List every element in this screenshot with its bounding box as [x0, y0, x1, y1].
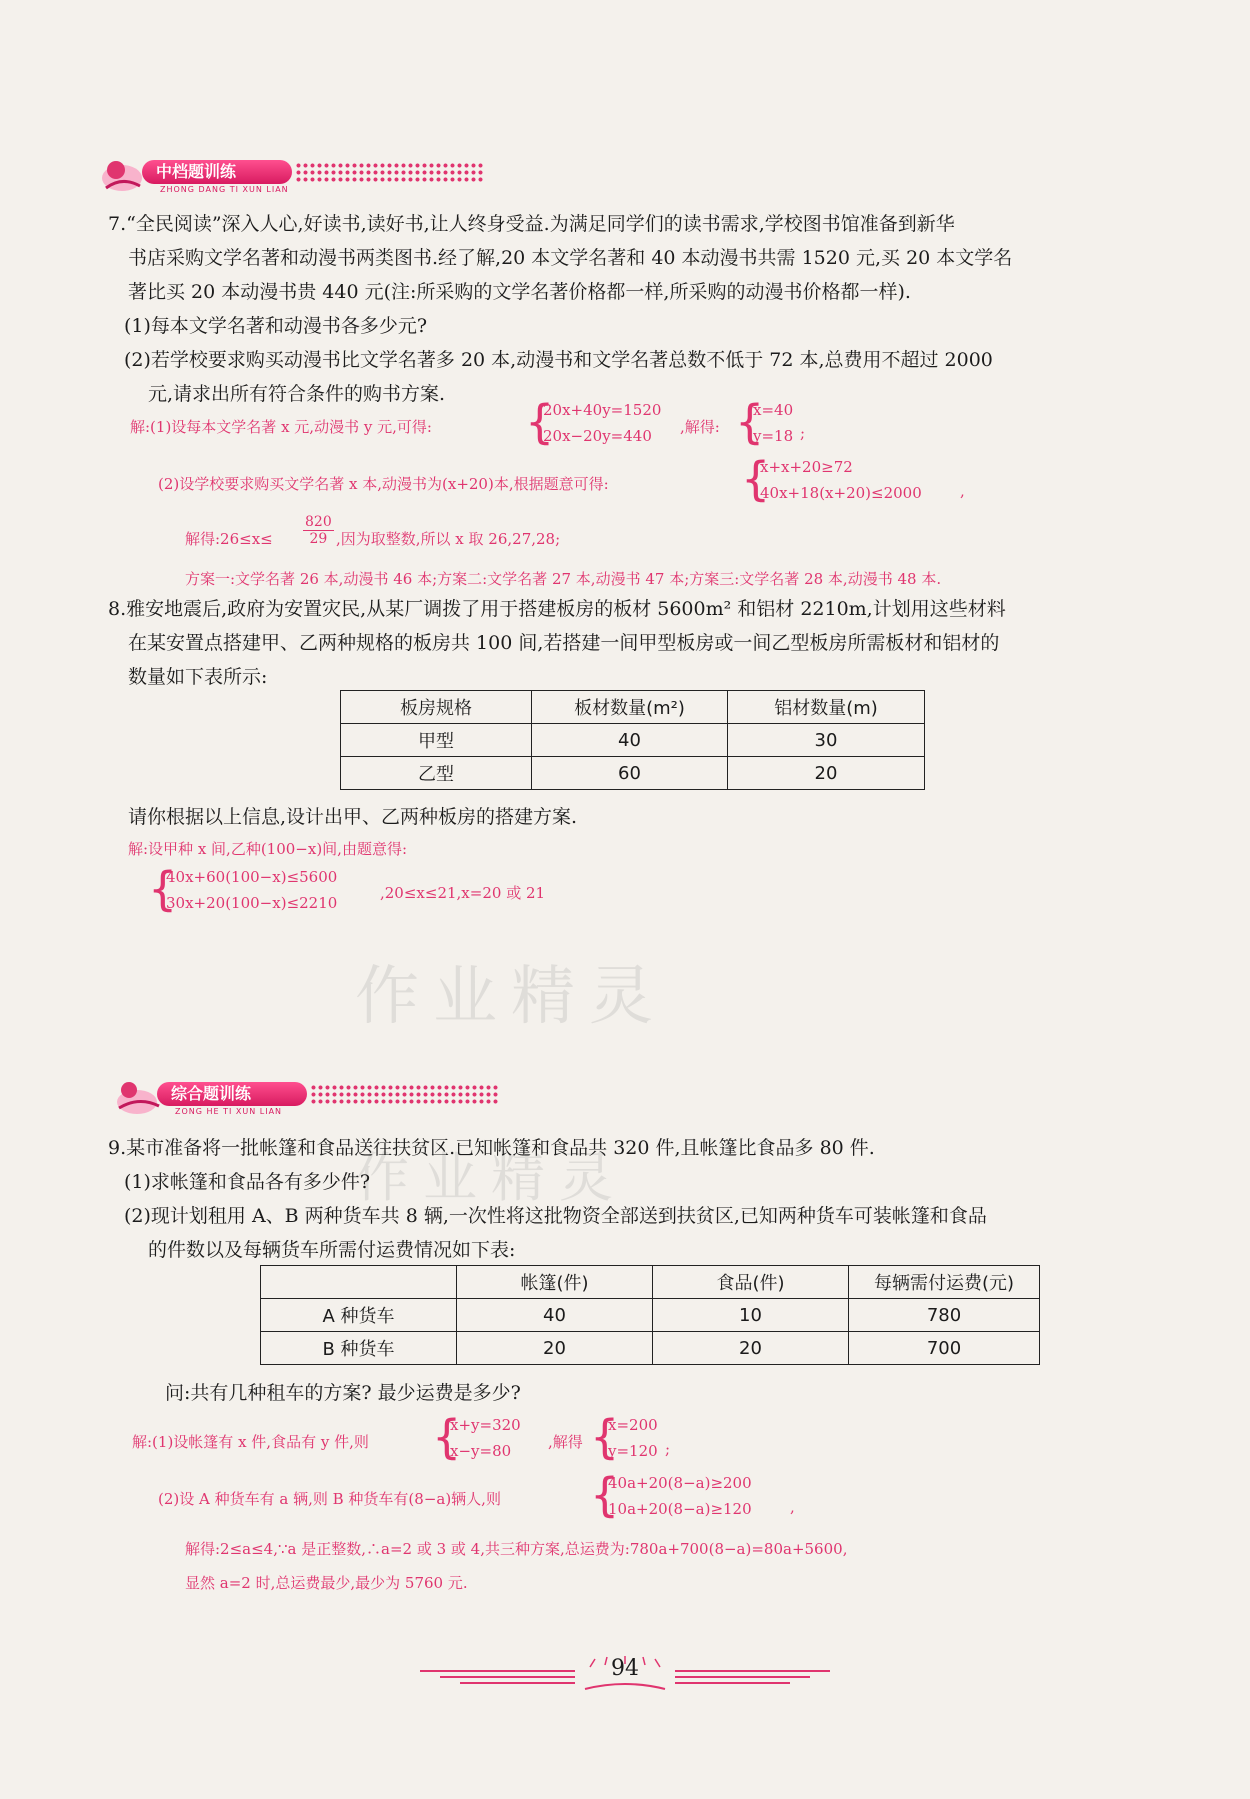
table-cell: 40: [532, 724, 728, 757]
table-cell: 40: [457, 1299, 653, 1332]
q7-answer1-eq2: 20x−20y=440: [543, 427, 652, 445]
q9-answer1-eq1: x+y=320: [450, 1416, 521, 1434]
q8-answer-eq2: 30x+20(100−x)≤2210: [166, 894, 338, 912]
q7-answer1-mid: ,解得:: [680, 418, 720, 436]
watermark: 作业精灵: [355, 1146, 627, 1209]
q9-table: [260, 1265, 1040, 1365]
banner-subtitle: ZONG HE TI XUN LIAN: [175, 1107, 283, 1116]
q7-answer4: 方案一:文学名著 26 本,动漫书 46 本;方案二:文学名著 27 本,动漫书 47 本;方案三:文学名著 28 本,动漫书 48 本.: [185, 570, 942, 588]
q7-answer2-eq2: 40x+18(x+20)≤2000: [760, 484, 922, 502]
q7-line2: 书店采购文学名著和动漫书两类图书.经了解,20 本文学名著和 40 本动漫书共需 1520 元,买 20 本文学名: [128, 247, 1013, 269]
banner-subtitle: ZHONG DANG TI XUN LIAN: [160, 185, 289, 194]
table-header-cell: 帐篷(件): [457, 1266, 653, 1299]
q9-answer1-result-brace: {: [590, 1410, 620, 1464]
table-row: [261, 1332, 1040, 1365]
q8-table: [340, 690, 925, 790]
q9-answer1-mid: ,解得: [548, 1433, 583, 1451]
banner-title: 综合题训练: [157, 1082, 307, 1106]
fraction-numerator: 820: [305, 514, 332, 530]
section-banner-mid: [100, 150, 500, 200]
table-header-row: [261, 1266, 1040, 1299]
q7-answer2-brace: {: [741, 452, 771, 506]
table-row: [341, 757, 925, 790]
q9-answer2-end: ,: [790, 1498, 795, 1516]
q8-line1: 8.雅安地震后,政府为安置灾民,从某厂调拨了用于搭建板房的板材 5600m² 和铝材 2210m,计划用这些材料: [108, 598, 1006, 620]
q9-answer2-eq2: 10a+20(8−a)≥120: [608, 1500, 752, 1518]
table-header-cell: 铝材数量(m): [728, 691, 925, 724]
q7-answer3-post: ,因为取整数,所以 x 取 26,27,28;: [336, 530, 561, 548]
table-cell: 甲型: [341, 724, 532, 757]
q9-part1: (1)求帐篷和食品各有多少件?: [124, 1171, 371, 1193]
q7-answer2-end: ,: [960, 482, 965, 500]
q9-answer4: 显然 a=2 时,总运费最少,最少为 5760 元.: [185, 1574, 468, 1592]
q9-answer1-brace: {: [432, 1410, 462, 1464]
q8-ask: 请你根据以上信息,设计出甲、乙两种板房的搭建方案.: [128, 806, 578, 828]
table-row: [261, 1299, 1040, 1332]
table-cell: B 种货车: [261, 1332, 457, 1365]
q7-answer2-eq1: x+x+20≥72: [760, 458, 853, 476]
q9-answer1-prefix: 解:(1)设帐篷有 x 件,食品有 y 件,则: [132, 1433, 369, 1451]
q7-part1: (1)每本文学名著和动漫书各多少元?: [124, 315, 428, 337]
q9-answer2-brace: {: [590, 1468, 620, 1522]
section-banner-comprehensive: [115, 1072, 515, 1122]
table-cell: A 种货车: [261, 1299, 457, 1332]
q9-answer2-prefix: (2)设 A 种货车有 a 辆,则 B 种货车有(8−a)辆人,则: [158, 1490, 501, 1508]
q9-part2a: (2)现计划租用 A、B 两种货车共 8 辆,一次性将这批物资全部送到扶贫区,已知两种货车可装帐篷和食品: [124, 1205, 987, 1227]
q7-line1: 7.“全民阅读”深入人心,好读书,读好书,让人终身受益.为满足同学们的读书需求,学校图书馆准备到新华: [108, 213, 955, 235]
q7-part2b: 元,请求出所有符合条件的购书方案.: [148, 383, 446, 405]
q9-answer1-res2: y=120: [608, 1442, 658, 1460]
q7-answer2-prefix: (2)设学校要求购买文学名著 x 本,动漫书为(x+20)本,根据题意可得:: [158, 475, 609, 493]
banner-dots: [310, 1084, 500, 1106]
table-header-cell: 板房规格: [341, 691, 532, 724]
watermark: 作业精灵: [355, 960, 667, 1034]
q7-answer3-prefix: 解得:26≤x≤: [185, 530, 273, 548]
q9-line1: 9.某市准备将一批帐篷和食品送往扶贫区.已知帐篷和食品共 320 件,且帐篷比食品多 80 件.: [108, 1137, 875, 1159]
q7-answer1-result-brace: {: [735, 395, 765, 449]
q8-answer-brace: {: [148, 862, 178, 916]
table-row: [341, 724, 925, 757]
table-cell: 20: [653, 1332, 849, 1365]
table-header-cell: 食品(件): [653, 1266, 849, 1299]
table-cell: 20: [457, 1332, 653, 1365]
q9-ask: 问:共有几种租车的方案? 最少运费是多少?: [165, 1382, 521, 1404]
q7-answer1-eq1: 20x+40y=1520: [543, 401, 662, 419]
fraction-denominator: 29: [309, 531, 328, 547]
q7-answer1-brace: {: [525, 395, 555, 449]
q8-answer-eq1: 40x+60(100−x)≤5600: [166, 868, 338, 886]
q8-line2: 在某安置点搭建甲、乙两种规格的板房共 100 间,若搭建一间甲型板房或一间乙型板房所需板材和铝材的: [128, 632, 1000, 654]
q8-answer1: 解:设甲种 x 间,乙种(100−x)间,由题意得:: [128, 840, 408, 858]
table-cell: 30: [728, 724, 925, 757]
table-header-cell: [261, 1266, 457, 1299]
q9-answer3: 解得:2≤a≤4,∵a 是正整数,∴a=2 或 3 或 4,共三种方案,总运费为:780a+700(8−a)=80a+5600,: [185, 1540, 848, 1558]
q8-line3: 数量如下表所示:: [128, 666, 268, 688]
q7-answer3-fraction: [303, 514, 334, 547]
table-cell: 60: [532, 757, 728, 790]
q7-answer1-end: ;: [800, 424, 806, 442]
table-cell: 780: [849, 1299, 1040, 1332]
q9-part2b: 的件数以及每辆货车所需付运费情况如下表:: [148, 1239, 516, 1261]
q7-answer1-res2: y=18: [753, 427, 794, 445]
table-cell: 乙型: [341, 757, 532, 790]
q7-answer1-res1: x=40: [753, 401, 794, 419]
table-cell: 700: [849, 1332, 1040, 1365]
q7-answer1-prefix: 解:(1)设每本文学名著 x 元,动漫书 y 元,可得:: [130, 418, 432, 436]
q9-answer1-res1: x=200: [608, 1416, 658, 1434]
q9-answer1-end: ;: [665, 1440, 671, 1458]
q8-answer-post: ,20≤x≤21,x=20 或 21: [380, 884, 546, 902]
table-header-row: [341, 691, 925, 724]
table-header-cell: 每辆需付运费(元): [849, 1266, 1040, 1299]
table-cell: 20: [728, 757, 925, 790]
q9-answer1-eq2: x−y=80: [450, 1442, 512, 1460]
table-cell: 10: [653, 1299, 849, 1332]
banner-dots: [295, 162, 485, 184]
q9-answer2-eq1: 40a+20(8−a)≥200: [608, 1474, 752, 1492]
q7-part2a: (2)若学校要求购买动漫书比文学名著多 20 本,动漫书和文学名著总数不低于 72 本,总费用不超过 2000: [124, 349, 993, 371]
table-header-cell: 板材数量(m²): [532, 691, 728, 724]
page-number: 94: [611, 1656, 639, 1681]
banner-title: 中档题训练: [142, 160, 292, 184]
q7-line3: 著比买 20 本动漫书贵 440 元(注:所采购的文学名著价格都一样,所采购的动漫书价格都一样).: [128, 281, 911, 303]
